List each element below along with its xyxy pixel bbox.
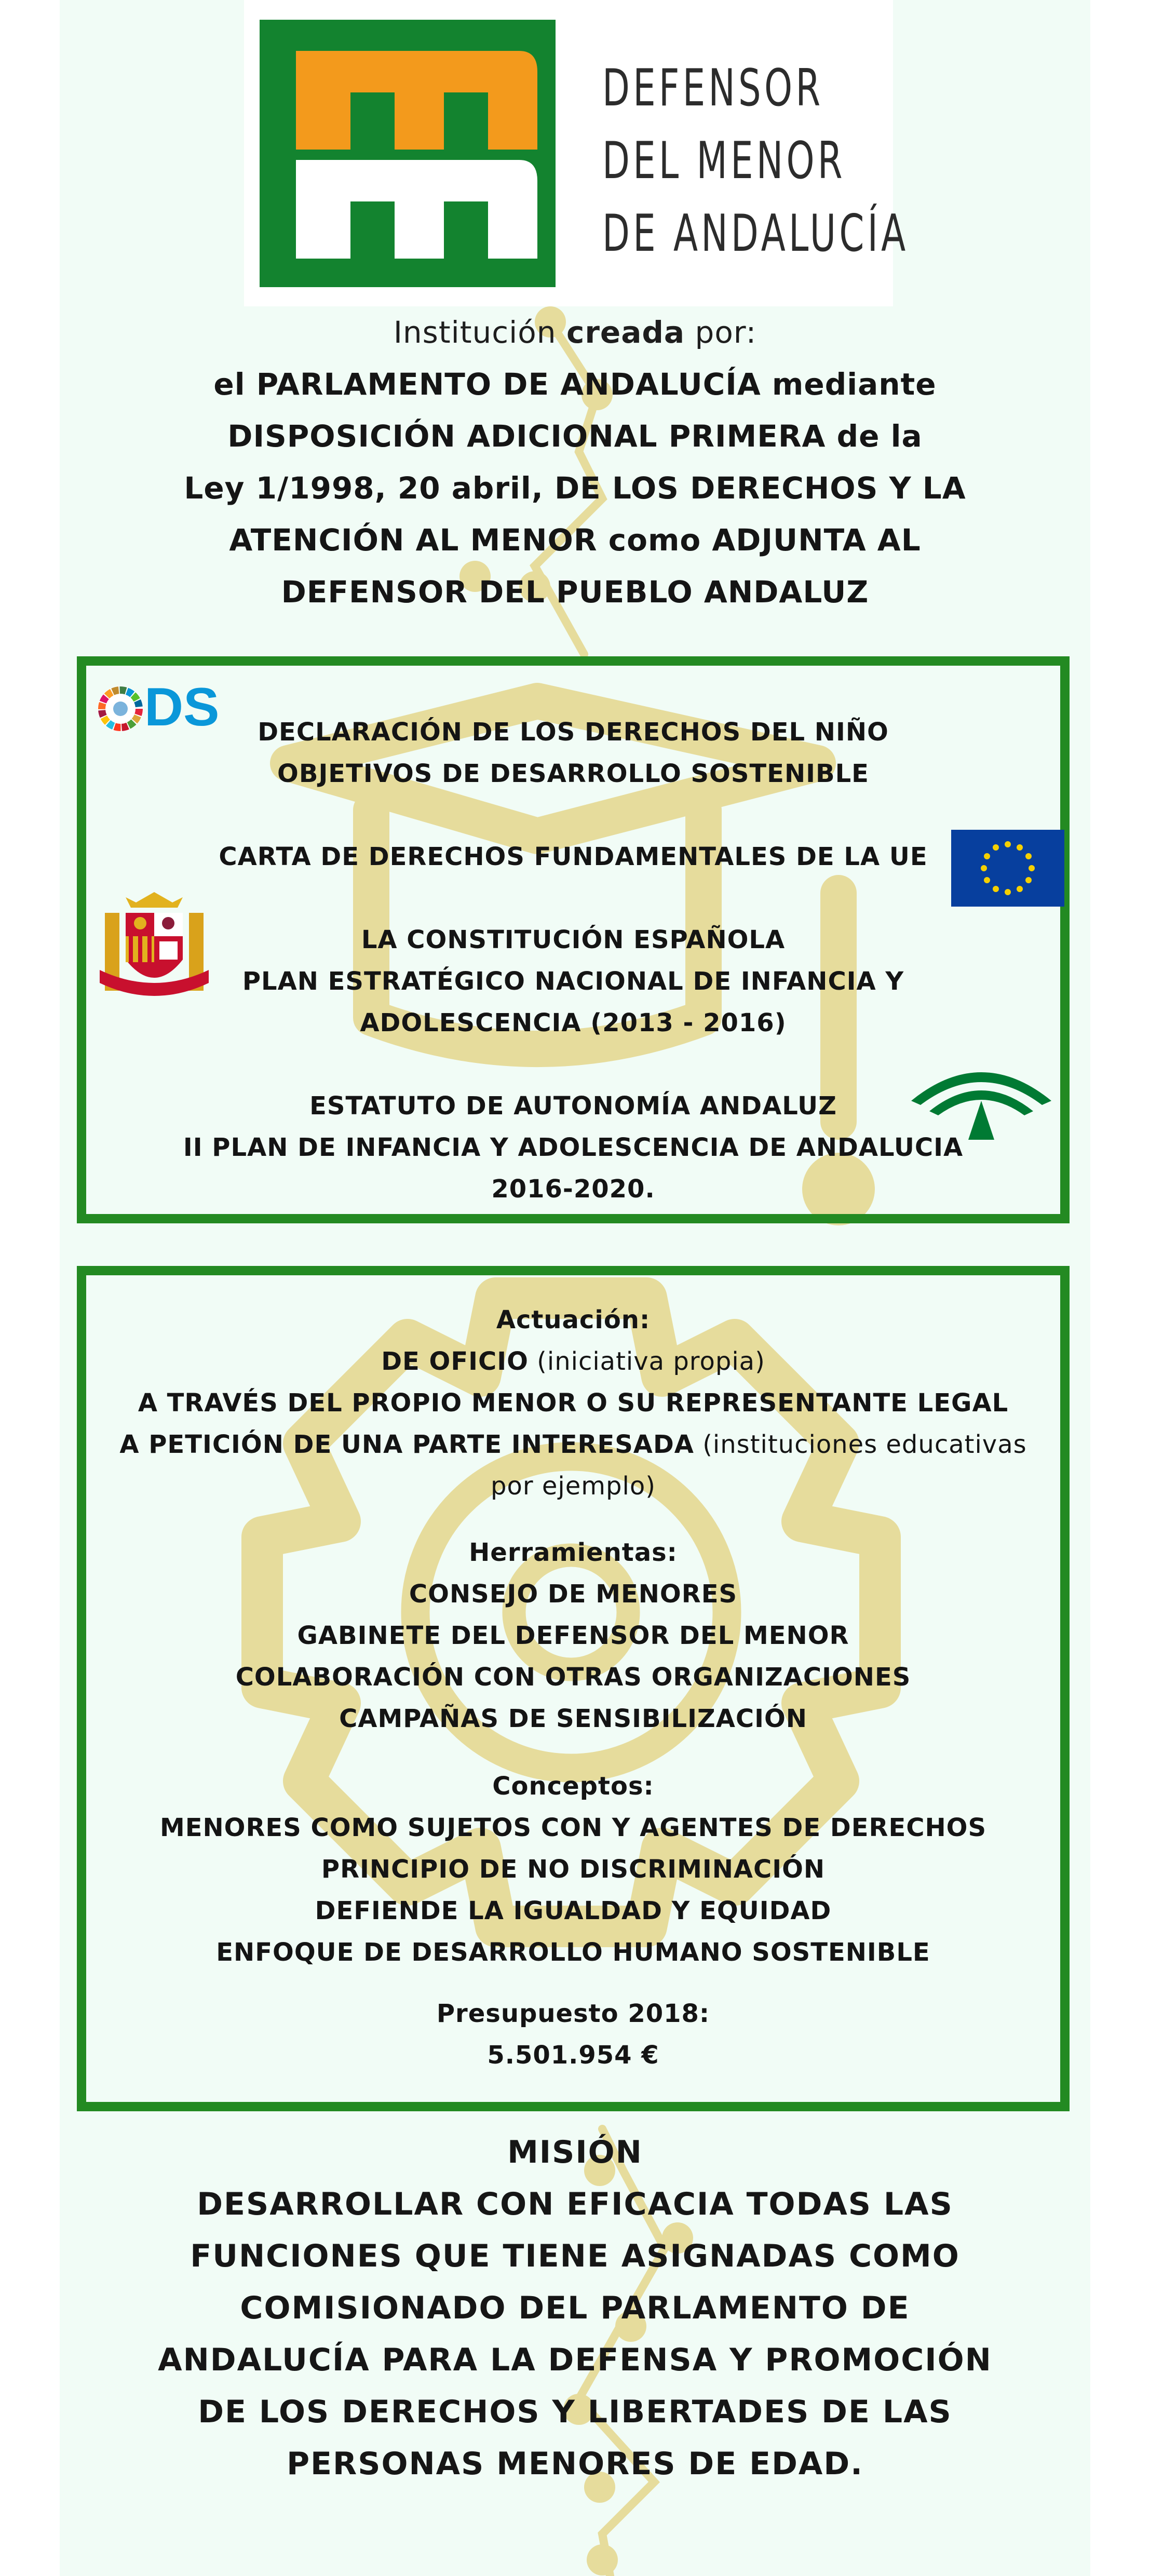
framework-item: LA CONSTITUCIÓN ESPAÑOLA	[361, 925, 786, 954]
concepto-item: ENFOQUE DE DESARROLLO HUMANO SOSTENIBLE	[216, 1938, 930, 1967]
framework-item: ESTATUTO DE AUTONOMÍA ANDALUZ	[309, 1091, 837, 1121]
framework-item: OBJETIVOS DE DESARROLLO SOSTENIBLE	[277, 759, 869, 788]
herramientas-title: Herramientas:	[469, 1538, 678, 1567]
conceptos-title: Conceptos:	[492, 1772, 654, 1801]
mision-title: MISIÓN	[507, 2134, 643, 2170]
concepto-item: PRINCIPIO DE NO DISCRIMINACIÓN	[321, 1855, 826, 1884]
actuacion-note: (instituciones educativas	[694, 1430, 1027, 1459]
mision-line: FUNCIONES QUE TIENE ASIGNADAS COMO	[190, 2238, 960, 2274]
actuacion-item: A TRAVÉS DEL PROPIO MENOR O SU REPRESENTANTE LEGAL	[138, 1388, 1009, 1418]
mision-section	[60, 2126, 1090, 2490]
intro-line: DEFENSOR DEL PUEBLO ANDALUZ	[281, 574, 869, 610]
actuacion-bold: DE OFICIO	[381, 1347, 529, 1376]
framework-item: ADOLESCENCIA (2013 - 2016)	[360, 1008, 787, 1037]
actuacion-item	[77, 1424, 1070, 1465]
actuacion-note: (iniciativa propia)	[528, 1347, 765, 1376]
mision-line: DE LOS DERECHOS Y LIBERTADES DE LAS	[198, 2394, 952, 2430]
ods-label: DS	[144, 677, 220, 737]
herramienta-item: CONSEJO DE MENORES	[409, 1580, 738, 1609]
herramienta-item: GABINETE DEL DEFENSOR DEL MENOR	[297, 1621, 849, 1650]
actuacion-item	[77, 1341, 1070, 1382]
intro-pre: Institución	[393, 315, 566, 350]
intro-line: DISPOSICIÓN ADICIONAL PRIMERA de la	[227, 419, 923, 454]
framework-item: 2016-2020.	[491, 1175, 655, 1204]
logo-line-2: DEL MENOR	[602, 131, 846, 191]
logo-line-1: DEFENSOR	[602, 59, 824, 118]
mision-line: ANDALUCÍA PARA LA DEFENSA Y PROMOCIÓN	[158, 2342, 992, 2378]
concepto-item: DEFIENDE LA IGUALDAD Y EQUIDAD	[315, 1896, 832, 1925]
frameworks-list	[77, 711, 1070, 1210]
framework-item: DECLARACIÓN DE LOS DERECHOS DEL NIÑO	[258, 718, 889, 747]
herramienta-item: COLABORACIÓN CON OTRAS ORGANIZACIONES	[235, 1663, 911, 1692]
intro-line: ATENCIÓN AL MENOR como ADJUNTA AL	[229, 522, 921, 558]
presupuesto-title: Presupuesto 2018:	[436, 1999, 710, 2028]
actuacion-title: Actuación:	[496, 1305, 651, 1334]
mision-line: COMISIONADO DEL PARLAMENTO DE	[240, 2290, 910, 2326]
logo-wordmark	[602, 52, 909, 270]
presupuesto-value: 5.501.954 €	[487, 2041, 659, 2070]
intro-post: por:	[685, 315, 757, 350]
logo-mark	[260, 20, 556, 287]
framework-item: II PLAN DE INFANCIA Y ADOLESCENCIA DE ANDALUCIA	[183, 1133, 964, 1162]
intro-bold: creada	[566, 315, 685, 350]
mision-line: PERSONAS MENORES DE EDAD.	[287, 2446, 863, 2482]
herramienta-item: CAMPAÑAS DE SENSIBILIZACIÓN	[339, 1704, 807, 1733]
framework-item: PLAN ESTRATÉGICO NACIONAL DE INFANCIA Y	[242, 967, 904, 996]
actuacion-bold: A PETICIÓN DE UNA PARTE INTERESADA	[119, 1430, 694, 1459]
mision-line: DESARROLLAR CON EFICACIA TODAS LAS	[197, 2186, 953, 2222]
intro-line: Ley 1/1998, 20 abril, DE LOS DERECHOS Y LA	[184, 470, 966, 506]
details-content	[77, 1299, 1070, 2076]
logo-mm-icon	[260, 20, 556, 287]
concepto-item: MENORES COMO SUJETOS CON Y AGENTES DE DERECHOS	[159, 1813, 987, 1842]
intro-line: el PARLAMENTO DE ANDALUCÍA mediante	[213, 367, 937, 402]
actuacion-note-cont: por ejemplo)	[491, 1472, 656, 1501]
logo-line-3: DE ANDALUCÍA	[602, 204, 909, 263]
framework-item: CARTA DE DERECHOS FUNDAMENTALES DE LA UE	[219, 842, 928, 871]
intro-heading	[60, 306, 1090, 358]
intro-body	[60, 358, 1090, 618]
